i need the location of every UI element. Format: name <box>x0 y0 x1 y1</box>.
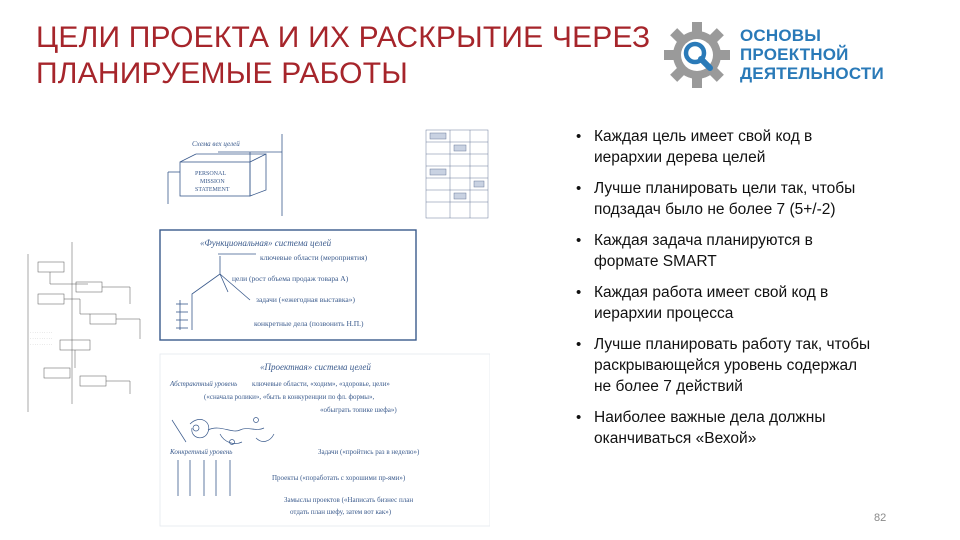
bullet-item: • Лучше планировать цели так, чтобы подзадач было не более 7 (5+/-2) <box>576 178 876 220</box>
logo-line-1: ОСНОВЫ <box>740 26 822 45</box>
bullet-item: • Каждая задача планируются в формате SMART <box>576 230 876 272</box>
page-number: 82 <box>874 512 887 524</box>
abstract-level-text: ключевые области, «ходим», «здоровье, цели» <box>252 380 390 388</box>
functional-row-4: конкретные дела (позвонить Н.П.) <box>254 319 364 328</box>
logo-line-3: ДЕЯТЕЛЬНОСТИ <box>740 64 884 83</box>
bullet-item: • Лучше планировать работу так, чтобы раскрывающейся уровень содержал не более 7 действий <box>576 334 876 397</box>
mission-box-line-3: STATEMENT <box>195 187 230 193</box>
actions-text-2: отдать план шефу, затем вот как») <box>290 508 392 516</box>
mission-box-line-1: PERSONAL <box>195 171 227 177</box>
process-tree-scan <box>28 242 140 412</box>
abstract-level-label: Абстрактный уровень <box>170 380 238 388</box>
logo-text <box>740 26 884 83</box>
functional-row-3: задачи («ежегодная выставка») <box>256 295 355 304</box>
title-line-2: ПЛАНИРУЕМЫЕ РАБОТЫ <box>36 57 408 90</box>
gear-magnifier-icon <box>662 20 732 90</box>
functional-title: «Функциональная» система целей <box>200 238 332 248</box>
slide-title <box>36 20 656 92</box>
bullet-item: • Каждая цель имеет свой код в иерархии дерева целей <box>576 126 876 168</box>
mission-box-line-2: MISSION <box>200 179 225 185</box>
bullet-item: • Наиболее важные дела должны оканчиваться «Вехой» <box>576 407 876 449</box>
abstract-level-text-3: «обыграть топике шефа») <box>320 406 397 414</box>
project-goal-system <box>160 354 490 526</box>
course-logo <box>662 20 922 100</box>
functional-row-1: ключевые области (мероприятия) <box>260 253 368 262</box>
svg-text:· · · · · · · · · ·: · · · · · · · · · · <box>30 330 53 335</box>
project-title: «Проектная» система целей <box>260 362 371 372</box>
svg-text:· · · · · · · · · ·: · · · · · · · · · · <box>30 342 53 347</box>
goal-systems-illustration <box>20 124 490 528</box>
functional-goal-system <box>160 230 416 340</box>
bullet-item: • Каждая работа имеет свой код в иерархии процесса <box>576 282 876 324</box>
concrete-level-label: Конкретный уровень <box>170 448 233 456</box>
abstract-level-text-2: («сначала ролики», «быть в конкуренции по фл. формы», <box>204 393 375 401</box>
mission-scheme-title: Схема вех целей <box>192 140 240 148</box>
svg-text:· · · · · · · · · ·: · · · · · · · · · · <box>30 336 53 341</box>
logo-line-2: ПРОЕКТНОЙ <box>740 45 849 64</box>
concrete-level-text: Задачи («пройтись раз в неделю») <box>318 448 420 456</box>
functional-row-2: цели (рост объема продаж товара А) <box>232 274 349 283</box>
actions-text-1: Замыслы проектов («Написать бизнес план <box>284 496 414 504</box>
mission-scheme <box>168 134 282 216</box>
projects-text: Проекты («поработать с хорошими пр-ями») <box>272 474 406 482</box>
bullet-list <box>576 126 876 459</box>
title-line-1: ЦЕЛИ ПРОЕКТА И ИХ РАСКРЫТИЕ ЧЕРЕЗ <box>36 21 651 54</box>
planning-form-scan <box>426 130 488 218</box>
